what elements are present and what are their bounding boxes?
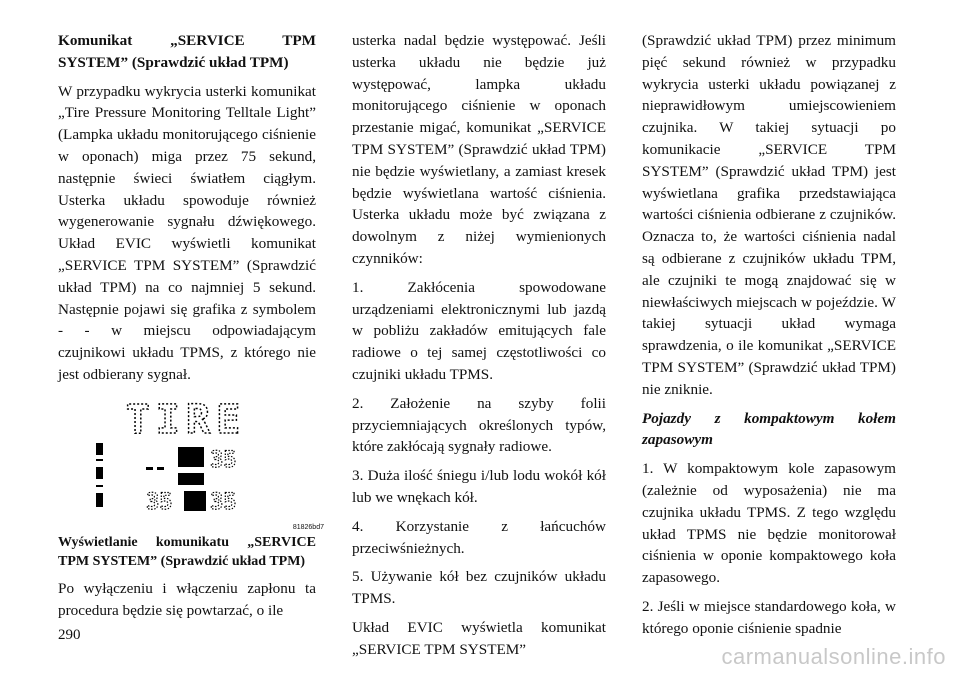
list-item: 2. Założenie na szyby folii przyciemniających określonych typów, które zakłócają sygnały radiowe. <box>352 394 606 456</box>
section-heading: Komunikat „SERVICE TPM SYSTEM” (Sprawdzić układ TPM) <box>58 32 316 71</box>
pressure-value-rl: 35 <box>146 489 173 515</box>
column-right <box>642 30 896 647</box>
paragraph: Układ EVIC wyświetla komunikat „SERVICE TPM SYSTEM” <box>352 618 606 658</box>
list-item: 4. Korzystanie z łańcuchów przeciwśnieżnych. <box>352 517 606 557</box>
page-number: 290 <box>58 627 81 643</box>
dashes-indicator <box>146 467 164 470</box>
pressure-value-rr: 35 <box>210 489 237 515</box>
subsection-heading: Pojazdy z kompaktowym kołem zapasowym <box>642 409 896 449</box>
column-left <box>58 30 324 628</box>
figure-id: 81826bd7 <box>292 523 324 531</box>
vehicle-body <box>178 447 206 511</box>
paragraph: (Sprawdzić układ TPM) przez minimum pięć sekund również w przypadku wykrycia usterki układu powiązanej z nieprawidłowym umiejscowieniem czujnika. W takiej sytuacji po komunikacie „SERVICE TPM SYSTEM” (Sprawdzić układ TPM) jest wyświetlana grafika przedstawiająca wartości ciśnienia odbierane z czujników. Oznacza to, że wartości ciśnienia nadal są odbierane z czujników układu TPM, ale czujniki te mogą znajdować się w niewłaściwych miejscach w pojeździe. W takiej sytuacji układ wymaga sprawdzenia, o ile komunikat „SERVICE TPM SYSTEM” (Sprawdzić układ TPM) nie zniknie. <box>642 32 896 398</box>
paragraph: W przypadku wykrycia usterki komunikat „Tire Pressure Monitoring Telltale Light” (Lampka układu monitorującego ciśnienie w oponach) miga przez 75 sekund, następnie świeci światłem ciągłym. Usterka układu spowoduje również wygenerowanie sygnału dźwiękowego. Układ EVIC wyświetli komunikat „SERVICE TPM SYSTEM” (Sprawdzić układ TPM) na co najmniej 5 sekund. Następnie pojawi się grafika z symbolem - - w miejscu odpowiadającym czujnikowi układu TPMS, z którego nie jest odbierany sygnał. <box>58 82 316 383</box>
list-item: 3. Duża ilość śniegu i/lub lodu wokół kół lub we wnękach kół. <box>352 467 606 506</box>
figure-caption: Wyświetlanie komunikatu „SERVICE TPM SYSTEM” (Sprawdzić układ TPM) <box>58 534 316 569</box>
paragraph: usterka nadal będzie występować. Jeśli usterka układu nie będzie już występować, lampka układu monitorującego ciśnienie w oponach przestanie migać, komunikat „SERVICE TPM SYSTEM” (Sprawdzić układ TPM) nie będzie wyświetlany, a zamiast kresek będzie wyświetlana wartość ciśnienia. Usterka układu może być związana z dowolnym z niżej wymienionych czynników: <box>352 32 606 267</box>
list-item: 5. Używanie kół bez czujników układu TPMS. <box>352 568 606 608</box>
list-item: 2. Jeśli w miejsce standardowego koła, w którego oponie ciśnienie spadnie <box>642 597 896 637</box>
display-title: TIRE <box>125 396 247 443</box>
list-item: 1. Zakłócenia spowodowane urządzeniami elektronicznymi lub jazdą w pobliżu zakładów emitujących fale radiowe o tej samej częstotliwości co czujniki układu TPMS. <box>352 278 606 383</box>
pressure-value-fr: 35 <box>210 447 237 473</box>
evic-display-figure <box>58 393 324 533</box>
column-middle <box>352 30 606 668</box>
watermark: carmanualsonline.info <box>721 644 946 669</box>
car-outline <box>96 443 103 507</box>
list-item: 1. W kompaktowym kole zapasowym (zależnie od wyposażenia) nie ma czujnika układu TPMS. Z tego względu układ TPMS nie będzie monitorował ciśnienia w oponie kompaktowego koła zapasowego. <box>642 460 896 587</box>
tire-display-graphic <box>94 397 284 522</box>
paragraph: Po wyłączeniu i włączeniu zapłonu ta procedura będzie się powtarzać, o ile <box>58 579 316 619</box>
